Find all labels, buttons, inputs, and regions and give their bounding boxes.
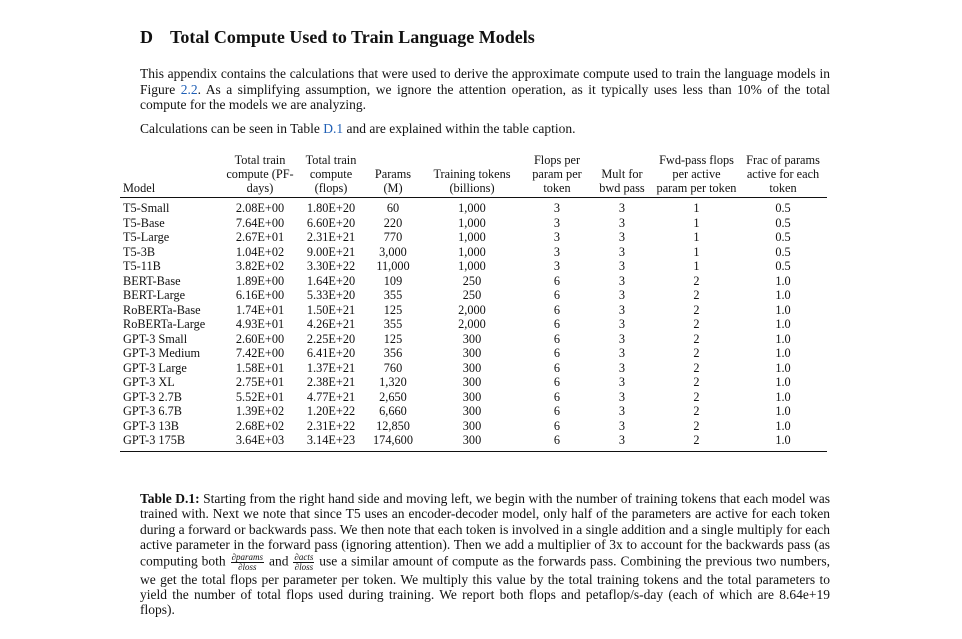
table-cell: 1: [693, 259, 700, 273]
table-cell: 355: [383, 288, 403, 302]
table-cell: 2: [693, 288, 700, 302]
table-row: [120, 361, 827, 376]
table-cell: 3: [553, 201, 561, 215]
section-title: Total Compute Used to Train Language Models: [170, 27, 535, 47]
table-cell: 770: [383, 230, 403, 244]
table-cell: 2: [693, 346, 700, 360]
table-cell: 174,600: [373, 433, 413, 447]
table-cell: 300: [462, 418, 482, 433]
table-cell: 1,320: [379, 375, 407, 389]
table-cell: 1.89E+00: [235, 273, 285, 288]
fraction-acts-loss: $\frac{\text{∂acts}}{\text{∂loss}}$: [294, 551, 314, 572]
table-cell: 0.5: [775, 259, 791, 273]
model-name-cell: T5-3B: [123, 244, 156, 259]
table-cell: 6: [553, 360, 561, 375]
table-cell: 300: [462, 404, 482, 418]
figure-ref-link[interactable]: 2.2: [180, 81, 198, 97]
table-cell: 1.0: [775, 375, 791, 389]
table-cell: 0.5: [775, 230, 791, 244]
table-cell: 300: [462, 433, 482, 447]
table-cell: 2: [693, 375, 700, 389]
model-name-cell: GPT-3 2.7B: [123, 389, 182, 404]
table-cell: 7.64E+00: [235, 215, 285, 230]
table-cell: 1: [693, 201, 700, 215]
table-cell: 6: [553, 404, 561, 418]
table-row: [120, 404, 827, 419]
table-cell: 6: [553, 346, 561, 360]
table-cell: 125: [383, 331, 403, 346]
table-cell: 5.33E+20: [306, 288, 356, 302]
table-cell: 355: [383, 317, 403, 331]
table-cell: 2: [693, 317, 700, 331]
model-name-cell: T5-11B: [123, 259, 161, 273]
table-cell: 2: [693, 404, 700, 418]
table-cell: 1.0: [775, 302, 791, 317]
model-name-cell: BERT-Large: [123, 288, 186, 302]
table-row: [120, 433, 827, 451]
table-cell: 3.14E+23: [306, 433, 356, 447]
table-cell: 3: [618, 215, 626, 230]
table-cell: 1.0: [775, 331, 791, 346]
table-cell: 6.41E+20: [306, 346, 356, 360]
table-cell: 1.04E+02: [235, 244, 285, 259]
table-cell: 1.0: [775, 360, 791, 375]
table-cell: 1.0: [775, 288, 791, 302]
table-cell: 2.67E+01: [235, 230, 285, 244]
model-name-cell: GPT-3 Medium: [123, 346, 201, 360]
table-cell: 6: [553, 302, 561, 317]
table-cell: 2.31E+21: [306, 230, 356, 244]
table-cell: 1.39E+02: [235, 404, 285, 418]
table-cell: 3: [618, 346, 626, 360]
table-cell: 11,000: [376, 259, 410, 273]
table-cell: 300: [462, 331, 482, 346]
section-letter: D: [140, 27, 153, 47]
model-name-cell: GPT-3 Large: [123, 360, 187, 375]
table-cell: 2,650: [379, 389, 407, 404]
intro-paragraph-2: Calculations can be seen in Table D.1 and are explained within the table caption.: [140, 120, 576, 136]
section-heading: [140, 27, 535, 48]
table-cell: 1.0: [775, 273, 791, 288]
table-cell: 1.37E+21: [306, 360, 356, 375]
compute-table: [120, 153, 827, 452]
table-row: [120, 419, 827, 434]
table-cell: 9.00E+21: [306, 244, 356, 259]
table-cell: 2: [693, 273, 700, 288]
table-cell: 2: [693, 418, 700, 433]
table-cell: 6: [553, 418, 561, 433]
table-cell: 250: [462, 288, 482, 302]
table-cell: 6: [553, 273, 561, 288]
table-cell: 3: [618, 360, 626, 375]
table-cell: 2.25E+20: [306, 331, 356, 346]
model-name-cell: RoBERTa-Large: [123, 317, 206, 331]
table-cell: 125: [383, 302, 403, 317]
table-caption: Table D.1: Starting from the right hand side and moving left, we begin with the number of training tokens that each model was trained with. Next we note that since T5 uses an encoder-decoder model, only half of the parameters are active for each token during a forward or backwards pass. We then note that each token is involved in a single addition and a single multiply for each active parameter in the forward pass (ignoring attention). Then we add a multiplier of 3x to account for the backwards pass (as computing both $\frac{\text{∂params}}{\text{∂loss}}$ and $\frac{\text{∂acts}}{\text{∂loss}}$ use a similar amount of compute as the forwards pass. Combining the previous two numbers, we get the total flops per parameter per token. We multiply this value by the total training tokens and the total parameters to yield the number of total flops used during training. We report both flops and petaflop/s-day (each of which are 8.64e+19 flops).: [140, 491, 831, 618]
table-cell: 3: [618, 331, 626, 346]
table-cell: 3: [618, 433, 626, 447]
column-header: Params (M): [374, 167, 412, 195]
table-row: [120, 216, 827, 231]
intro-paragraph-1: This appendix contains the calculations that were used to derive the approximate compute used to train the language models in Figure 2.2. As a simplifying assumption, we ignore the attention operation, as it typically uses less than 10% of the total compute for the models we are analyzing.: [140, 66, 830, 112]
table-cell: 6: [553, 433, 561, 447]
table-ref-link[interactable]: D.1: [323, 120, 344, 136]
fraction-params-loss: $\frac{\text{∂params}}{\text{∂loss}}$: [231, 551, 264, 572]
table-cell: 4.93E+01: [235, 317, 285, 331]
table-cell: 250: [462, 273, 482, 288]
table-cell: 1,000: [458, 259, 486, 273]
table-cell: 1.0: [775, 346, 791, 360]
table-row: [120, 230, 827, 245]
table-cell: 3.30E+22: [306, 259, 356, 273]
table-cell: 2: [693, 433, 700, 447]
table-cell: 1,000: [458, 244, 486, 259]
model-name-cell: GPT-3 13B: [123, 418, 179, 433]
table-cell: 1: [693, 244, 700, 259]
table-cell: 2: [693, 389, 700, 404]
table-cell: 3: [618, 288, 626, 302]
model-name-cell: GPT-3 Small: [123, 331, 188, 346]
table-cell: 6: [553, 389, 561, 404]
table-cell: 1,000: [458, 230, 486, 244]
table-row: [120, 375, 827, 390]
model-name-cell: RoBERTa-Base: [123, 302, 201, 317]
column-header: Model: [123, 181, 156, 195]
table-row: [120, 332, 827, 347]
model-name-cell: T5-Base: [123, 215, 165, 230]
table-cell: 2: [693, 360, 700, 375]
table-cell: 6: [553, 317, 561, 331]
model-name-cell: BERT-Base: [123, 273, 181, 288]
table-cell: 760: [383, 360, 403, 375]
table-cell: 220: [383, 215, 403, 230]
table-row: [120, 274, 827, 289]
table-row: [120, 198, 827, 216]
table-row: [120, 317, 827, 332]
table-cell: 300: [462, 389, 482, 404]
table-cell: 3: [618, 259, 626, 273]
table-cell: 3: [553, 259, 561, 273]
table-cell: 2.31E+22: [306, 418, 356, 433]
table-cell: 3: [553, 215, 561, 230]
table-cell: 1.0: [775, 418, 791, 433]
table-cell: 6.16E+00: [235, 288, 285, 302]
table-cell: 2.68E+02: [235, 418, 285, 433]
table-cell: 1.0: [775, 389, 791, 404]
model-name-cell: T5-Small: [123, 201, 170, 215]
table-cell: 356: [383, 346, 403, 360]
column-header: Mult for bwd pass: [599, 167, 645, 195]
table-cell: 1.74E+01: [235, 302, 285, 317]
table-cell: 1,000: [458, 215, 486, 230]
table-cell: 1.58E+01: [235, 360, 285, 375]
table-cell: 1,000: [458, 201, 486, 215]
table-cell: 1: [693, 230, 700, 244]
table-cell: 2: [693, 331, 700, 346]
table-cell: 3,000: [379, 244, 407, 259]
table-cell: 3: [553, 230, 561, 244]
column-header: Frac of params active for each token: [746, 153, 820, 195]
table-cell: 3: [618, 273, 626, 288]
table-cell: 1.0: [775, 433, 791, 447]
caption-label: Table D.1:: [140, 491, 200, 506]
table-cell: 300: [462, 346, 482, 360]
table-cell: 3: [618, 418, 626, 433]
column-header: Fwd-pass flops per active param per token: [656, 153, 737, 195]
table-cell: 3: [618, 201, 626, 215]
table-row: [120, 288, 827, 303]
table-cell: 6: [553, 331, 561, 346]
table-cell: 3: [618, 404, 626, 418]
table-cell: 2.38E+21: [306, 375, 356, 389]
table-cell: 7.42E+00: [235, 346, 285, 360]
table-cell: 300: [462, 360, 482, 375]
table-cell: 2.60E+00: [235, 331, 285, 346]
table-cell: 6: [553, 375, 561, 389]
table-cell: 2.08E+00: [235, 201, 285, 215]
table-cell: 1.0: [775, 404, 791, 418]
table-cell: 2,000: [458, 302, 486, 317]
table-cell: 6,660: [379, 404, 407, 418]
table-row: [120, 259, 827, 274]
table-cell: 1.80E+20: [306, 201, 356, 215]
table-cell: 6: [553, 288, 561, 302]
table-cell: 60: [386, 201, 400, 215]
table-cell: 2: [693, 302, 700, 317]
table-cell: 6.60E+20: [306, 215, 356, 230]
column-header: Flops per param per token: [532, 153, 582, 195]
table-header-row: [120, 153, 827, 198]
table-cell: 3: [618, 244, 626, 259]
model-name-cell: GPT-3 6.7B: [123, 404, 182, 418]
column-header: Training tokens (billions): [433, 167, 511, 195]
table-cell: 3: [618, 317, 626, 331]
table-cell: 1.20E+22: [306, 404, 356, 418]
column-header: Total train compute (flops): [305, 153, 357, 195]
table-row: [120, 390, 827, 405]
table-cell: 2,000: [458, 317, 486, 331]
table-cell: 3: [618, 230, 626, 244]
table-cell: 3: [553, 244, 561, 259]
column-header: Total train compute (PF-days): [226, 153, 294, 195]
table-cell: 109: [383, 273, 403, 288]
table-cell: 0.5: [775, 215, 791, 230]
table-cell: 3: [618, 302, 626, 317]
table-cell: 3.82E+02: [235, 259, 285, 273]
table-cell: 1.64E+20: [306, 273, 356, 288]
table-cell: 1.0: [775, 317, 791, 331]
table-cell: 3: [618, 389, 626, 404]
table-cell: 12,850: [376, 418, 410, 433]
table-cell: 3: [618, 375, 626, 389]
table-row: [120, 245, 827, 260]
table-cell: 5.52E+01: [235, 389, 285, 404]
model-name-cell: GPT-3 175B: [123, 433, 186, 447]
table-cell: 3.64E+03: [235, 433, 285, 447]
table-cell: 0.5: [775, 244, 791, 259]
model-name-cell: GPT-3 XL: [123, 375, 175, 389]
table-row: [120, 346, 827, 361]
table-body: [120, 198, 827, 452]
table-cell: 1.50E+21: [306, 302, 356, 317]
table-cell: 300: [462, 375, 482, 389]
table-cell: 1: [693, 215, 700, 230]
table-cell: 4.26E+21: [306, 317, 356, 331]
intro-text: [140, 66, 830, 136]
table-cell: 0.5: [775, 201, 791, 215]
table-row: [120, 303, 827, 318]
table-cell: 2.75E+01: [235, 375, 285, 389]
model-name-cell: T5-Large: [123, 230, 170, 244]
table-cell: 4.77E+21: [306, 389, 356, 404]
